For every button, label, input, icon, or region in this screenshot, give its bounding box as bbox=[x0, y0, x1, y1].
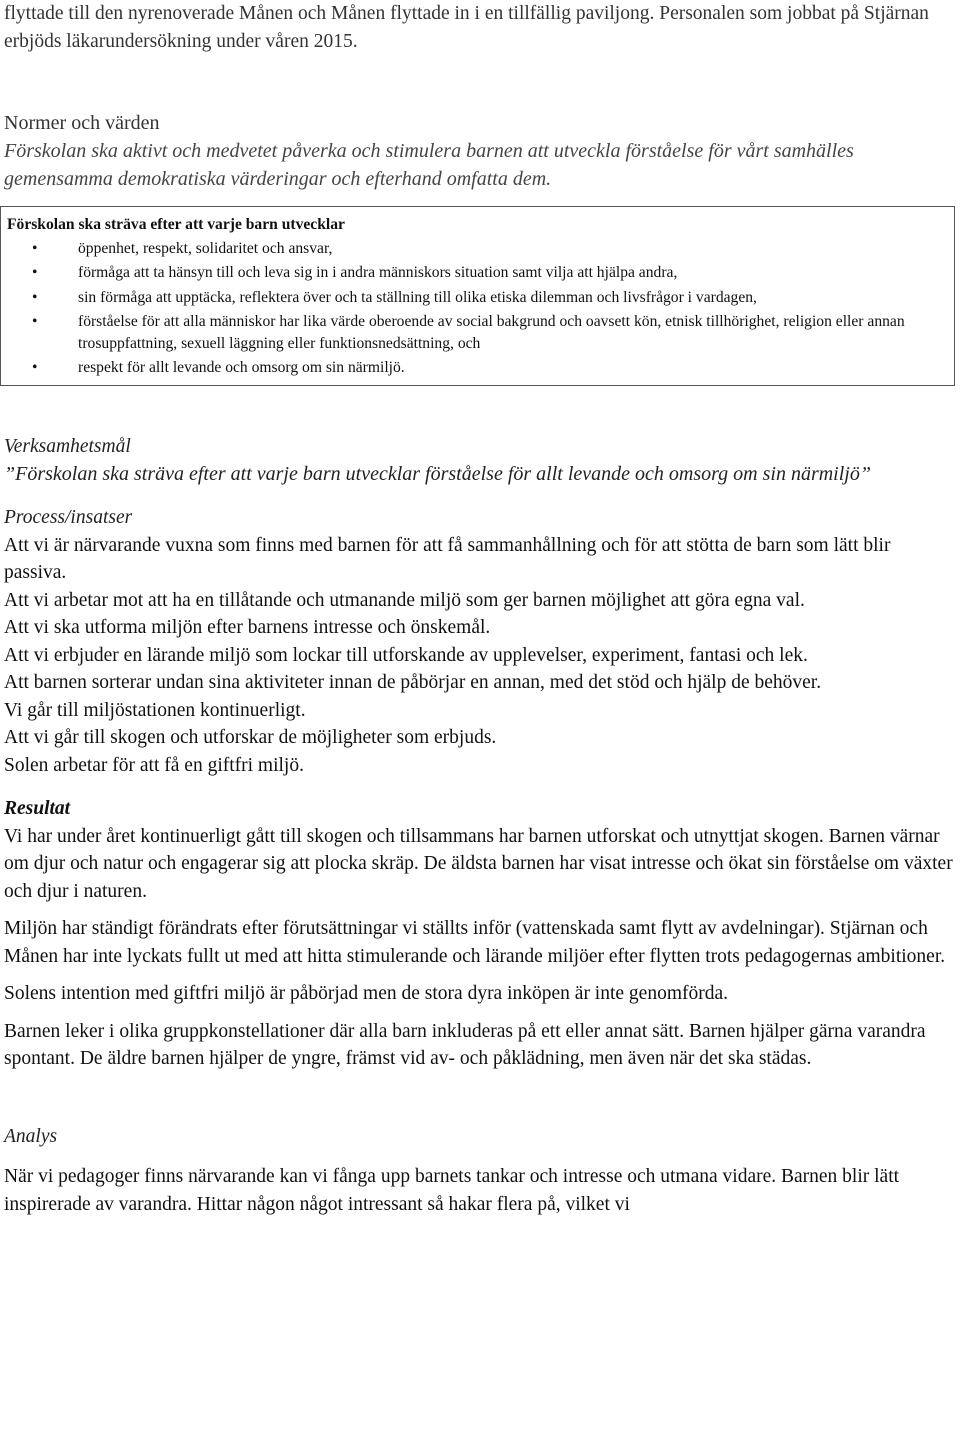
section-heading-process: Process/insatser bbox=[4, 507, 133, 529]
resultat-paragraph: Miljön har ständigt förändrats efter förutsättningar vi ställts inför (vattenskada samt flytt av avdelningar). Stjärnan och Månen har inte lyckats fullt ut med att hitta stimulerande och lärande miljöer efter flytten trots pedagogernas ambitioner. bbox=[4, 918, 946, 967]
process-line: Att barnen sorterar undan sina aktiviteter innan de påbörjar en annan, med det stöd och hjälp de behöver. bbox=[4, 672, 822, 694]
process-line: Vi går till miljöstationen kontinuerligt. bbox=[4, 699, 306, 721]
goals-list-item: • respekt för allt levande och omsorg om sin närmiljö. bbox=[7, 356, 948, 380]
resultat-paragraph: Solens intention med giftfri miljö är påbörjad men de stora dyra inköpen är inte genomförda. bbox=[4, 983, 729, 1005]
process-line: Att vi ska utforma miljön efter barnens intresse och önskemål. bbox=[4, 617, 491, 639]
section-heading-analys: Analys bbox=[4, 1125, 58, 1147]
analys-paragraph: När vi pedagoger finns närvarande kan vi fånga upp barnets tankar och intresse och utmana vidare. Barnen blir lätt inspirerade av varandra. Hittar någon något intressant så hakar flera på, vilket vi bbox=[4, 1166, 900, 1215]
goals-list-item: • förståelse för att alla människor har lika värde oberoende av social bakgrund och oavsett kön, etnisk tillhörighet, religion eller annan trosuppfattning, sexuell läggning eller funktionsnedsättning, och bbox=[7, 310, 948, 356]
process-line: Solen arbetar för att få en giftfri miljö. bbox=[4, 754, 304, 776]
section-heading-normer: Normer och värden bbox=[4, 112, 160, 134]
goals-box bbox=[0, 206, 955, 386]
document-page bbox=[4, 0, 954, 1218]
resultat-paragraph: Vi har under året kontinuerligt gått till skogen och tillsammans har barnen utforskat och utnyttjat skogen. Barnen värnar om djur och natur och engagerar sig att plocka skräp. De äldsta barnen har visat intresse och ökat sin förståelse om växter och djur i naturen. bbox=[4, 825, 953, 902]
goals-list-item: • sin förmåga att upptäcka, reflektera över och ta ställning till olika etiska dilemman och livsfrågor i vardagen, bbox=[7, 286, 948, 310]
verksamhetsmal-quote: ”Förskolan ska sträva efter att varje barn utvecklar förståelse för allt levande och omsorg om sin närmiljö” bbox=[4, 462, 871, 485]
section-heading-resultat: Resultat bbox=[4, 798, 71, 820]
goals-list-item: • förmåga att ta hänsyn till och leva sig in i andra människors situation samt vilja att hjälpa andra, bbox=[7, 261, 948, 285]
goals-list-item: • öppenhet, respekt, solidaritet och ansvar, bbox=[7, 237, 948, 261]
intro-paragraph: flyttade till den nyrenoverade Månen och Månen flyttade in i en tillfällig paviljong. Personalen som jobbat på Stjärnan erbjöds läkarundersökning under våren 2015. bbox=[4, 3, 929, 52]
goals-list bbox=[7, 237, 948, 380]
goals-box-title: Förskolan ska sträva efter att varje barn utvecklar bbox=[7, 216, 345, 233]
normer-paragraph: Förskolan ska aktivt och medvetet påverka och stimulera barnen att utveckla förståelse för vårt samhälles gemensamma demokratiska värderingar och efterhand omfatta dem. bbox=[4, 140, 854, 190]
process-line: Att vi erbjuder en lärande miljö som lockar till utforskande av upplevelser, experiment, fantasi och lek. bbox=[4, 644, 808, 666]
process-line: Att vi går till skogen och utforskar de möjligheter som erbjuds. bbox=[4, 727, 497, 749]
section-heading-verksamhetsmal: Verksamhetsmål bbox=[4, 436, 131, 458]
resultat-paragraph: Barnen leker i olika gruppkonstellationer där alla barn inkluderas på ett eller annat sätt. Barnen hjälper gärna varandra spontant. De äldre barnen hjälper de yngre, främst vid av- och påklädning, men även när det ska städas. bbox=[4, 1020, 926, 1070]
process-line: Att vi är närvarande vuxna som finns med barnen för att få sammanhållning och för att stötta de barn som lätt blir passiva. bbox=[4, 534, 891, 584]
process-line: Att vi arbetar mot att ha en tillåtande och utmanande miljö som ger barnen möjlighet att göra egna val. bbox=[4, 589, 805, 611]
